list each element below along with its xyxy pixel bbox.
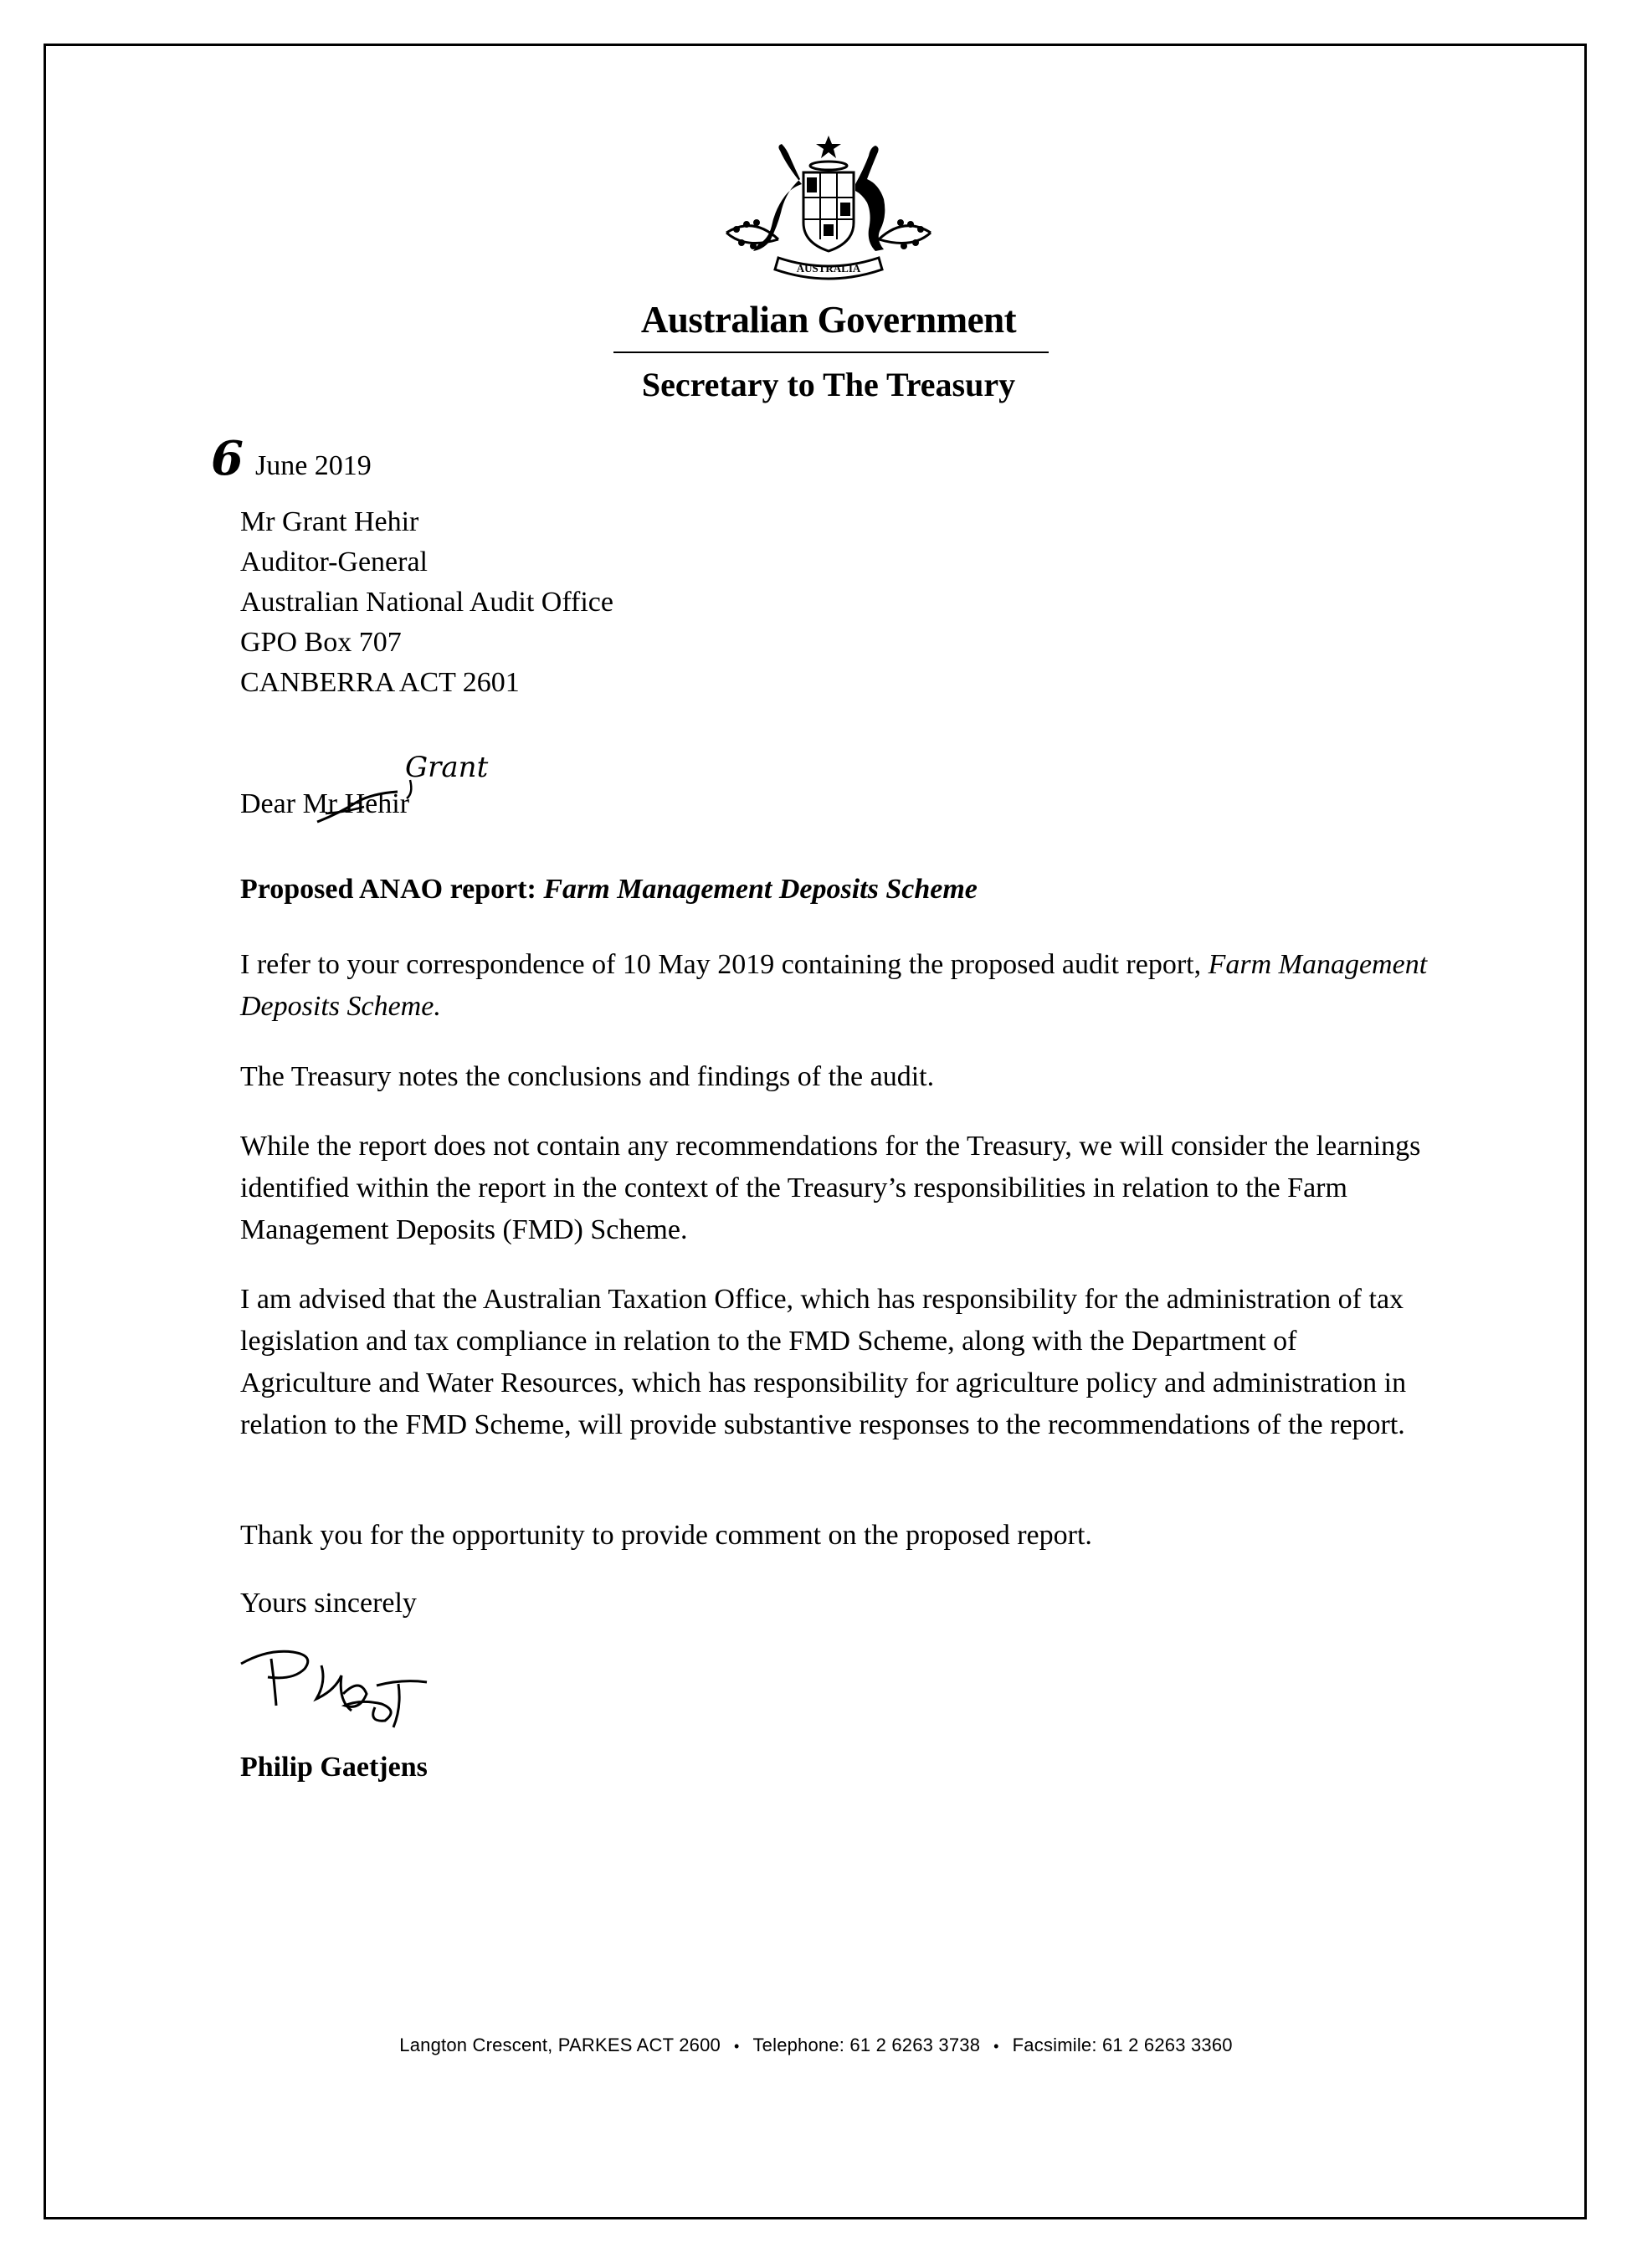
australian-coat-of-arms-icon (720, 132, 937, 291)
footer-facsimile: Facsimile: 61 2 6263 3360 (1012, 2035, 1233, 2055)
salutation-dear: Dear (240, 788, 303, 819)
subject-title: Farm Management Deposits Scheme (543, 874, 978, 905)
footer-separator: • (733, 2038, 740, 2055)
footer-separator: • (993, 2038, 999, 2055)
handwritten-signature-icon (234, 1640, 452, 1741)
address-line: Australian National Audit Office (240, 587, 613, 618)
struck-name: Mr Hehir (302, 788, 410, 819)
subject-prefix: Proposed ANAO report: (240, 874, 544, 905)
sign-off: Yours sincerely (240, 1588, 417, 1619)
handwritten-strike-icon (314, 788, 406, 827)
address-line: CANBERRA ACT 2601 (240, 667, 520, 698)
handwritten-name-text: Grant (405, 751, 489, 784)
handwritten-grant (402, 743, 511, 802)
body-paragraph (240, 944, 1429, 1028)
paragraph-italic-title: Farm Management Deposits Scheme. (240, 949, 1428, 1022)
office-title: Secretary to The Treasury (641, 366, 1016, 403)
letter-footer (0, 2035, 1632, 2056)
handwritten-day: 6 (211, 431, 244, 486)
crest-scroll-text: AUSTRALIA (796, 262, 861, 275)
footer-telephone: Telephone: 61 2 6263 3738 (752, 2035, 981, 2055)
subject-line (240, 874, 978, 906)
letter-date (211, 431, 372, 486)
body-paragraph: I am advised that the Australian Taxation Office, which has responsibility for the administration of tax legislation and tax compliance in relation to the FMD Scheme, along with the Department of Agriculture and Water Resources, which has responsibility for agriculture policy and administration in relation to the FMD Scheme, will provide substantive responses to the recommendations of the report. (240, 1284, 1407, 1440)
address-line: Mr Grant Hehir (240, 506, 419, 537)
body-paragraph: The Treasury notes the conclusions and findings of the audit. (240, 1061, 935, 1092)
date-month-year: June 2019 (254, 450, 372, 481)
address-line: Auditor-General (240, 546, 429, 577)
footer-address: Langton Crescent, PARKES ACT 2600 (399, 2035, 721, 2055)
body-paragraph: While the report does not contain any recommendations for the Treasury, we will consider the learnings identified within the report in the context of the Treasury’s responsibilities in relation to the Farm Management Deposits (FMD) Scheme. (240, 1131, 1421, 1245)
address-line: GPO Box 707 (240, 627, 402, 658)
paragraph-text: I refer to your correspondence of 10 May 2019 containing the proposed audit report, (240, 949, 1209, 980)
signatory-name: Philip Gaetjens (240, 1752, 428, 1783)
body-paragraph: Thank you for the opportunity to provide comment on the proposed report. (240, 1520, 1092, 1551)
letterhead-divider (613, 351, 1049, 353)
recipient-address (240, 502, 613, 703)
organisation-name: Australian Government (640, 299, 1017, 341)
